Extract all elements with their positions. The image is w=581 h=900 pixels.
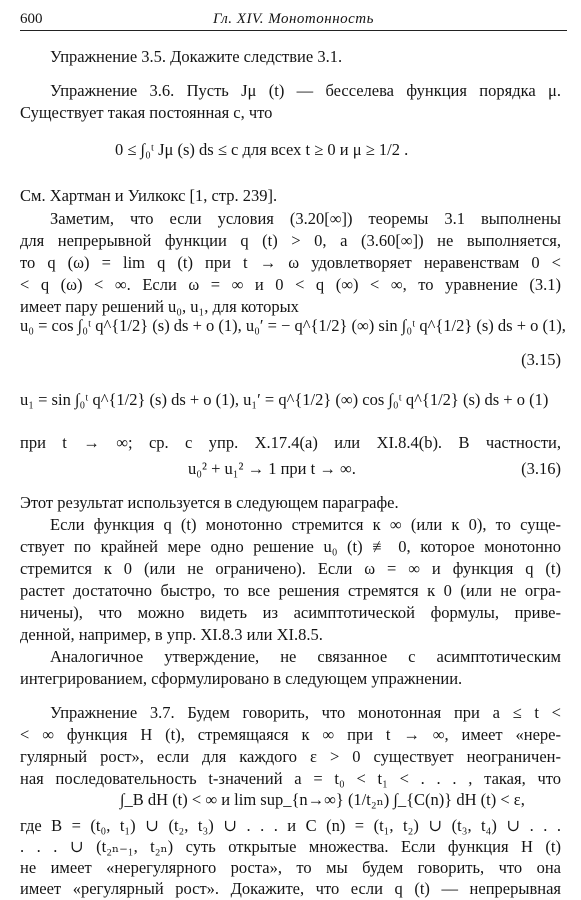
para2-line2: Этот результат используется в следующем параграфе. bbox=[20, 493, 399, 512]
exercise-3-6-line2: Существует такая постоянная c, что bbox=[20, 103, 273, 122]
page-number: 600 bbox=[20, 11, 43, 27]
exercise-3-7-line4: ная последовательность t-значений a = t₀ < t₁ < . . . , такая, что bbox=[20, 769, 561, 788]
para1-line4: < q (ω) < ∞. Если ω = ∞ и 0 < q (∞) < ∞, то уравнение (3.1) bbox=[20, 275, 561, 294]
equation-u1: u₁ = sin ∫₀ᵗ q^{1/2} (s) ds + o (1), u₁′ = q^{1/2} (∞) cos ∫₀ᵗ q^{1/2} (s) ds + o (1) bbox=[20, 390, 549, 409]
para3-line2: ствует по крайней мере одно решение u₀ (t) ≢ 0, которое монотонно bbox=[20, 537, 561, 556]
exercise-3-7-line5: где B = (t₀, t₁) ∪ (t₂, t₃) ∪ . . . и C (n) = (t₁, t₂) ∪ (t₃, t₄) ∪ . . . bbox=[20, 816, 561, 835]
exercise-3-5: Упражнение 3.5. Докажите следствие 3.1. bbox=[50, 47, 343, 66]
para1-line1: Заметим, что если условия (3.20[∞]) теоремы 3.1 выполнены bbox=[50, 209, 561, 228]
para1-line3: то q (ω) = lim q (t) при t → ω удовлетворяет неравенствам 0 < bbox=[20, 253, 561, 272]
para3-line6: денной, например, в упр. XI.8.3 или XI.8.5. bbox=[20, 625, 323, 644]
para3-line1: Если функция q (t) монотонно стремится к ∞ (или к 0), то суще- bbox=[50, 515, 561, 534]
exercise-3-7-line6: . . . ∪ (t₂ₙ₋₁, t₂ₙ) суть открытые множества. Если функция H (t) bbox=[20, 837, 561, 856]
para3-line4: растет достаточно быстро, то все решения стремятся к 0 (или не огра- bbox=[20, 581, 561, 600]
para1-line5: имеет пару решений u₀, u₁, для которых bbox=[20, 297, 299, 316]
exercise-3-7-line8: имеет «регулярный рост». Докажите, что если q (t) — непрерывная bbox=[20, 879, 561, 898]
para3-line5: ничены), что можно видеть из асимптотической формулы, приве- bbox=[20, 603, 561, 622]
exercise-3-7-line7: не имеет «нерегулярного роста», то мы будем говорить, что она bbox=[20, 858, 561, 877]
running-header bbox=[20, 8, 567, 31]
equation-number-3-16: (3.16) bbox=[521, 459, 561, 478]
reference-hartman: См. Хартман и Уилкокс [1, стр. 239]. bbox=[20, 186, 278, 205]
equation-u0: u₀ = cos ∫₀ᵗ q^{1/2} (s) ds + o (1), u₀′ = − q^{1/2} (∞) sin ∫₀ᵗ q^{1/2} (s) ds + o (1), bbox=[20, 316, 566, 335]
equation-sum-squares: u₀² + u₁² → 1 при t → ∞. bbox=[188, 459, 356, 478]
equation-number-3-15: (3.15) bbox=[521, 350, 561, 369]
inequality-bessel: 0 ≤ ∫₀ᵗ Jμ (s) ds ≤ c для всех t ≥ 0 и μ ≥ 1/2 . bbox=[115, 140, 409, 159]
para3-line3: стремится к 0 (или не ограничено). Если ω = ∞ и функция q (t) bbox=[20, 559, 561, 578]
exercise-3-7-line2: < ∞ функция H (t), стремящаяся к ∞ при t → ∞, имеет «нере- bbox=[20, 725, 561, 744]
para4-line2: интегрированием, сформулировано в следующем упражнении. bbox=[20, 669, 463, 688]
para4-line1: Аналогичное утверждение, не связанное с асимптотическим bbox=[50, 647, 561, 666]
para2-line1: при t → ∞; ср. с упр. X.17.4(a) или XI.8.4(b). В частности, bbox=[20, 433, 561, 452]
exercise-3-7-line1: Упражнение 3.7. Будем говорить, что монотонная при a ≤ t < bbox=[50, 703, 561, 722]
equation-irregular-growth: ∫_B dH (t) < ∞ и lim sup_{n→∞} (1/t₂ₙ) ∫_{C(n)} dH (t) < ε, bbox=[120, 790, 525, 809]
running-title: Гл. XIV. Монотонность bbox=[213, 11, 374, 27]
para1-line2: для непрерывной функции q (t) > 0, а (3.60[∞]) не выполняется, bbox=[20, 231, 561, 250]
exercise-3-6-line1: Упражнение 3.6. Пусть Jμ (t) — бесселева функция порядка μ. bbox=[50, 81, 561, 100]
exercise-3-7-line3: гулярный рост», если для каждого ε > 0 существует неограничен- bbox=[20, 747, 561, 766]
